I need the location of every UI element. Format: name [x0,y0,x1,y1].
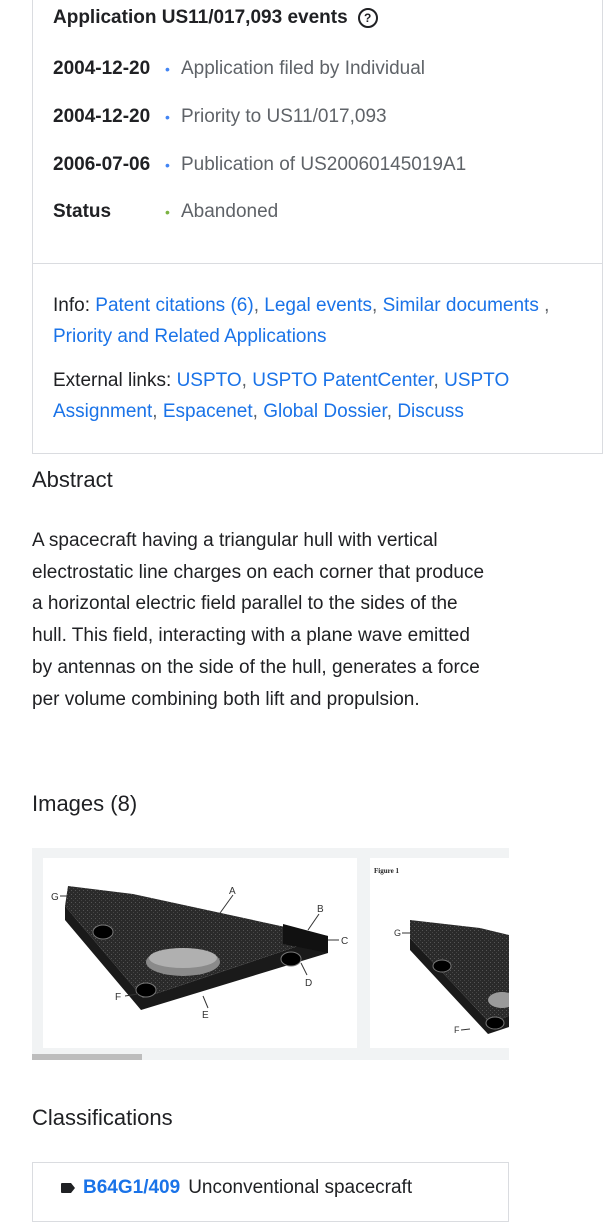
images-heading: Images (8) [32,791,138,816]
discuss-link[interactable]: Discuss [397,401,464,422]
images-carousel[interactable] [32,848,509,1060]
classification-row [61,1177,412,1199]
spacecraft-drawing [43,858,357,1048]
callout-d: D [305,978,313,989]
separator: , [544,295,550,316]
timeline-dot-icon: • [165,61,170,77]
uspto-link[interactable]: USPTO [176,370,242,391]
classifications-heading: Classifications [32,1105,173,1130]
external-links-label: External links: [53,370,172,391]
event-date: 2006-07-06 [53,154,151,175]
separator: , [372,295,378,316]
classification-desc: Unconventional spacecraft [188,1177,413,1198]
tag-icon [61,1183,75,1193]
help-icon[interactable]: ? [358,8,378,28]
event-row [53,106,387,128]
status-label: Status [53,201,112,222]
callout-f: F [115,992,122,1003]
separator: , [433,370,439,391]
event-date: 2004-12-20 [53,58,151,79]
event-date: 2004-12-20 [53,106,151,127]
uspto-patentcenter-link[interactable]: USPTO PatentCenter [252,370,434,391]
figure-label: Figure 1 [374,867,399,875]
patent-citations-link[interactable]: Patent citations (6) [95,295,254,316]
separator: , [241,370,247,391]
similar-documents-link[interactable]: Similar documents [382,295,539,316]
carousel-scrollbar-track[interactable] [32,1054,509,1060]
callout-e: E [202,1010,209,1021]
info-label: Info: [53,295,90,316]
callout-b: B [317,904,324,915]
event-row [53,154,466,176]
events-title-text: Application US11/017,093 events [53,7,348,28]
spacecraft-drawing-figure1 [370,858,509,1048]
info-card [32,264,603,454]
callout-g: G [51,892,59,903]
global-dossier-link[interactable]: Global Dossier [263,401,387,422]
callout-c: C [341,936,349,947]
status-row [53,201,278,223]
events-card [32,0,603,264]
event-desc: Priority to US11/017,093 [181,106,387,127]
status-dot-icon: • [165,204,170,220]
separator: , [386,401,393,422]
uspto-assignment-link[interactable]: USPTO Assignment [53,370,510,422]
separator: , [253,295,259,316]
classification-code-link[interactable]: B64G1/409 [83,1177,181,1198]
timeline-dot-icon: • [165,157,170,173]
callout-g: G [394,928,402,938]
events-title [53,7,378,29]
abstract-heading: Abstract [32,467,113,492]
event-desc: Publication of US20060145019A1 [181,154,467,175]
event-row [53,58,425,80]
patent-image-thumbnail[interactable] [370,858,509,1048]
abstract-text: A spacecraft having a triangular hull with vertical electrostatic line charges on each corner that produce a horizontal electric field parallel to the sides of the hull. This field, interacting with a plane wave emitted by antennas on the side of the hull, generates a force per volume combining both lift and propulsion. [32,530,485,710]
event-desc: Application filed by Individual [181,58,425,79]
carousel-scrollbar-thumb[interactable] [32,1054,142,1060]
callout-f: F [454,1025,460,1035]
info-links [53,290,593,352]
separator: , [252,401,258,422]
separator: , [152,401,158,422]
legal-events-link[interactable]: Legal events [264,295,372,316]
callout-a: A [229,886,236,897]
status-value: Abandoned [181,201,279,222]
priority-related-link[interactable]: Priority and Related Applications [53,326,327,347]
classifications-card [32,1162,509,1222]
espacenet-link[interactable]: Espacenet [162,401,253,422]
external-links [53,365,593,427]
timeline-dot-icon: • [165,109,170,125]
patent-image-thumbnail[interactable] [43,858,357,1048]
